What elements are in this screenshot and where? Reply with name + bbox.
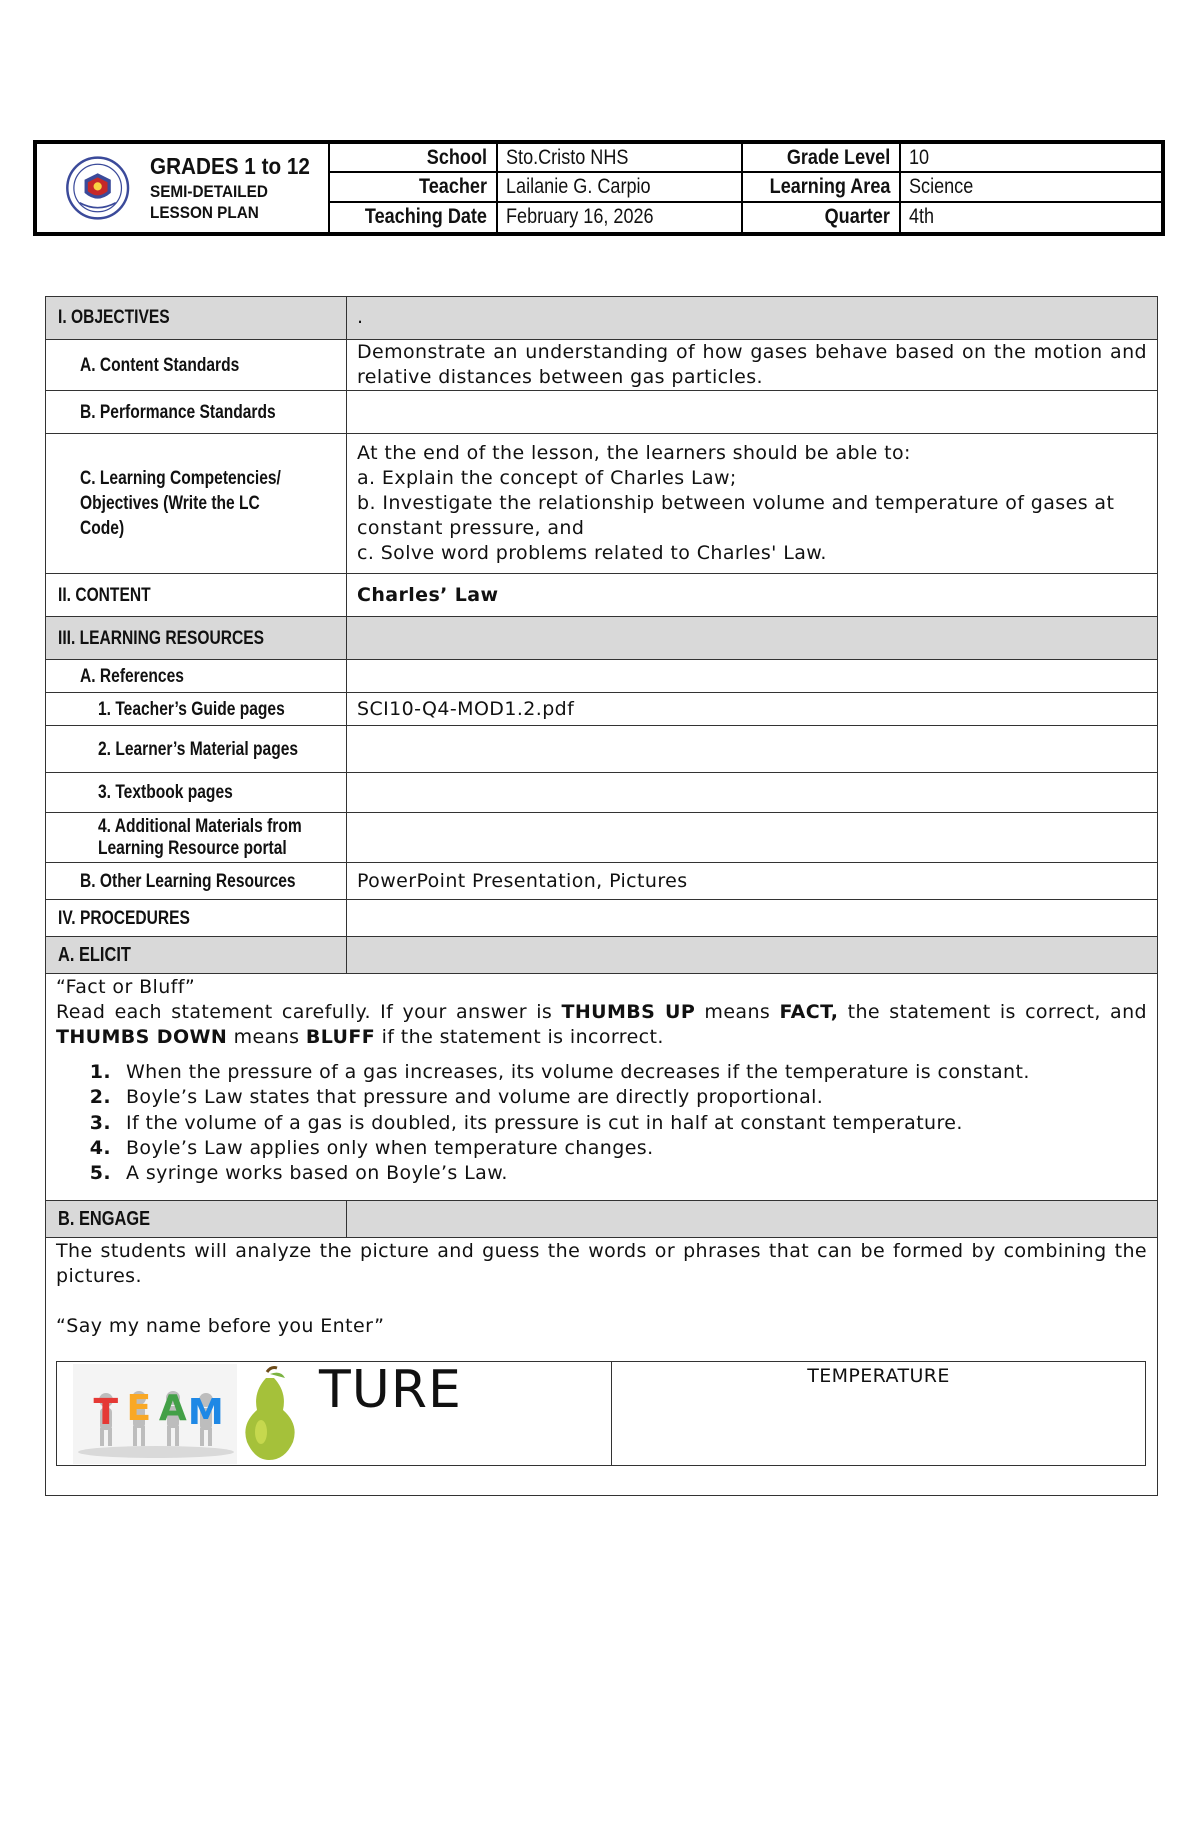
teachers-guide-label: 1. Teacher’s Guide pages <box>46 693 347 726</box>
list-item: 1. When the pressure of a gas increases, its volume decreases if the temperature is constant. <box>118 1060 1147 1085</box>
quarter-value: 4th <box>909 205 935 229</box>
engage-game-title: “Say my name before you Enter” <box>56 1315 385 1338</box>
learners-material-value <box>347 726 1158 773</box>
school-value: Sto.Cristo NHS <box>498 144 743 173</box>
teaching-date-value: February 16, 2026 <box>498 203 743 232</box>
list-item: 2. Boyle’s Law states that pressure and volume are directly proportional. <box>118 1085 1147 1110</box>
textbook-row <box>46 773 1158 813</box>
engage-header-row <box>46 1201 1158 1238</box>
competencies-intro: At the end of the lesson, the learners should be able to: <box>357 441 911 464</box>
elicit-title: “Fact or Bluff” <box>56 976 196 999</box>
learners-material-row <box>46 726 1158 773</box>
competency-c: c. Solve word problems related to Charles' Law. <box>357 542 827 565</box>
header-info-grid <box>330 144 1161 232</box>
objectives-label: I. OBJECTIVES <box>46 297 347 340</box>
other-resources-row <box>46 863 1158 900</box>
list-item: 5. A syringe works based on Boyle’s Law. <box>118 1161 1147 1186</box>
header-subtitle-1: SEMI-DETAILED <box>150 182 269 202</box>
elicit-body-row <box>46 974 1158 1201</box>
grade-level-value: 10 <box>901 144 1161 173</box>
performance-standards-row <box>46 391 1158 434</box>
grade-level-label: Grade Level <box>743 144 901 173</box>
textbook-label: 3. Textbook pages <box>46 773 347 813</box>
performance-standards-value <box>347 391 1158 434</box>
list-item: 4. Boyle’s Law applies only when temperature changes. <box>118 1136 1147 1161</box>
learners-material-label: 2. Learner’s Material pages <box>46 726 347 773</box>
content-standards-value: Demonstrate an understanding of how gases behave based on the motion and relative distances between gas particles. <box>347 340 1158 391</box>
statement-list <box>56 1060 1147 1185</box>
competencies-label: C. Learning Competencies/ Objectives (Write the LC Code) <box>46 434 347 574</box>
teachers-guide-value: SCI10-Q4-MOD1.2.pdf <box>347 693 1158 726</box>
references-value <box>347 660 1158 693</box>
procedures-label: IV. PROCEDURES <box>46 900 347 937</box>
picture-puzzle-cell <box>57 1362 612 1466</box>
header-title: GRADES 1 to 12 <box>150 153 311 180</box>
learning-area-label: Learning Area <box>743 173 901 202</box>
objectives-value: . <box>347 297 1158 340</box>
teachers-guide-row <box>46 693 1158 726</box>
engage-body-row <box>46 1238 1158 1496</box>
team-letter: T <box>93 1392 119 1434</box>
teacher-label: Teacher <box>330 173 498 202</box>
lesson-plan-table <box>45 296 1158 1496</box>
teacher-value: Lailanie G. Carpio <box>498 173 743 202</box>
engage-text: The students will analyze the picture and guess the words or phrases that can be formed by combining the pictures. <box>56 1240 1147 1288</box>
content-standards-row <box>46 340 1158 391</box>
content-standards-label: A. Content Standards <box>46 340 347 391</box>
other-resources-label: B. Other Learning Resources <box>46 863 347 900</box>
elicit-body <box>46 974 1158 1201</box>
resources-row <box>46 617 1158 660</box>
learning-area-value: Science <box>901 173 1161 202</box>
references-row <box>46 660 1158 693</box>
engage-header-value <box>347 1201 1158 1238</box>
team-letter: M <box>187 1392 225 1434</box>
additional-materials-label: 4. Additional Materials from Learning Resource portal <box>46 813 347 863</box>
competencies-row <box>46 434 1158 574</box>
elicit-label: A. ELICIT <box>46 937 347 974</box>
content-label: II. CONTENT <box>46 574 347 617</box>
teaching-date-label: Teaching Date <box>330 203 498 232</box>
performance-standards-label: B. Performance Standards <box>46 391 347 434</box>
competencies-value <box>347 434 1158 574</box>
competency-b: b. Investigate the relationship between volume and temperature of gases at constant pressure, and <box>357 492 1115 540</box>
quarter-label: Quarter <box>743 203 901 232</box>
references-label: A. References <box>46 660 347 693</box>
header-brand <box>37 144 330 232</box>
pear-icon <box>245 1368 294 1461</box>
additional-materials-value <box>347 813 1158 863</box>
elicit-header-row <box>46 937 1158 974</box>
textbook-value <box>347 773 1158 813</box>
puzzle-suffix: TURE <box>319 1360 462 1421</box>
content-row <box>46 574 1158 617</box>
engage-label: B. ENGAGE <box>46 1201 347 1238</box>
header-subtitle-2: LESSON PLAN <box>150 203 260 223</box>
deped-seal-icon <box>55 148 140 228</box>
additional-materials-row <box>46 813 1158 863</box>
puzzle-answer: TEMPERATURE <box>612 1362 1146 1466</box>
engage-body <box>46 1238 1158 1496</box>
content-value: Charles’ Law <box>347 574 1158 617</box>
elicit-instructions: Read each statement carefully. If your answer is THUMBS UP means FACT, the statement is correct, and THUMBS DOWN means BLUFF if the statement is incorrect. <box>56 1001 1148 1049</box>
other-resources-value: PowerPoint Presentation, Pictures <box>347 863 1158 900</box>
competency-a: a. Explain the concept of Charles Law; <box>357 467 737 490</box>
procedures-value <box>347 900 1158 937</box>
team-letter: E <box>126 1388 152 1430</box>
elicit-header-value <box>347 937 1158 974</box>
team-letter: A <box>158 1388 188 1430</box>
picture-puzzle-table <box>56 1361 1146 1466</box>
resources-label: III. LEARNING RESOURCES <box>46 617 347 660</box>
procedures-row <box>46 900 1158 937</box>
objectives-row <box>46 297 1158 340</box>
team-people-icon <box>73 1364 237 1464</box>
list-item: 3. If the volume of a gas is doubled, its pressure is cut in half at constant temperature. <box>118 1111 1147 1136</box>
school-label: School <box>330 144 498 173</box>
resources-value <box>347 617 1158 660</box>
lesson-plan-header <box>33 140 1165 236</box>
